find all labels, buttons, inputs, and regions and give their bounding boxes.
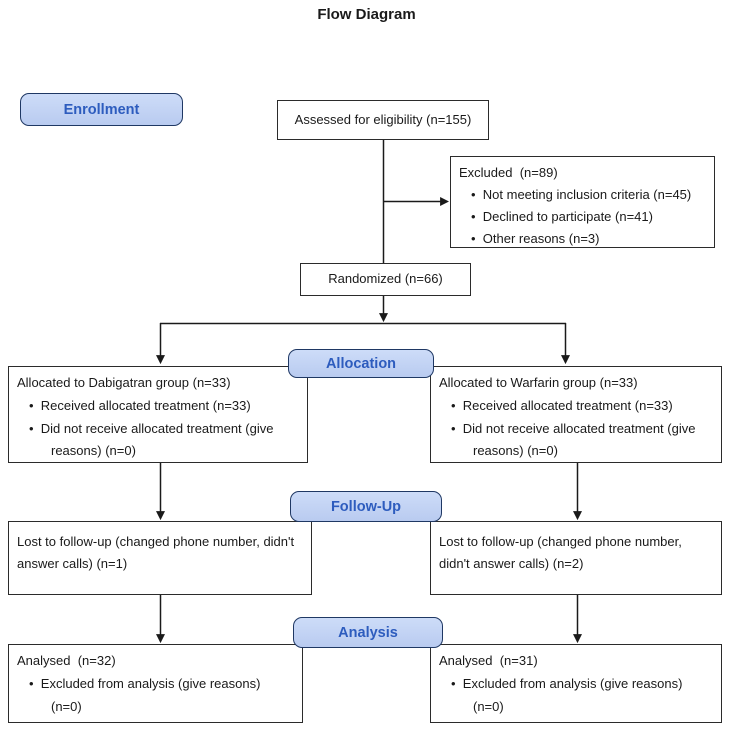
assessed-text: Assessed for eligibility (n=155) xyxy=(294,111,472,127)
bullet-item: • Received allocated treatment (n=33) xyxy=(17,395,299,418)
followup-right-text: Lost to follow-up (changed phone number, didn't answer calls) (n=2) xyxy=(439,534,682,572)
allocation-warfarin-title: Allocated to Warfarin group (n=33) xyxy=(439,375,638,390)
assessed-box xyxy=(277,100,489,140)
followup-left-text: Lost to follow-up (changed phone number, didn't answer calls) (n=1) xyxy=(17,534,295,572)
allocation-warfarin-box xyxy=(430,366,722,463)
followup-left-box xyxy=(8,521,312,595)
analysis-right-bullet-list xyxy=(439,673,713,719)
enrollment-stage-label: Enrollment xyxy=(63,101,140,118)
randomized-box xyxy=(300,263,471,296)
followup-stage-badge xyxy=(290,491,442,522)
analysis-left-bullet-list xyxy=(17,673,294,719)
excluded-box xyxy=(450,156,715,248)
allocation-dabigatran-box xyxy=(8,366,308,463)
excluded-title: Excluded (n=89) xyxy=(459,165,558,180)
analysis-right-title: Analysed (n=31) xyxy=(439,653,538,668)
analysis-stage-badge xyxy=(293,617,443,648)
analysis-left-box xyxy=(8,644,303,723)
enrollment-stage-badge xyxy=(20,93,183,126)
bullet-item: • Received allocated treatment (n=33) xyxy=(439,395,713,418)
page-title: Flow Diagram xyxy=(317,6,416,23)
bullet-item: • Did not receive allocated treatment (give reasons) (n=0) xyxy=(439,418,713,464)
allocation-stage-label: Allocation xyxy=(325,355,397,372)
followup-right-box xyxy=(430,521,722,595)
excluded-bullet-list xyxy=(459,184,706,250)
bullet-item: • Other reasons (n=3) xyxy=(459,228,706,250)
analysis-left-title: Analysed (n=32) xyxy=(17,653,116,668)
allocation-stage-badge xyxy=(288,349,434,378)
bullet-item: • Not meeting inclusion criteria (n=45) xyxy=(459,184,706,206)
followup-stage-label: Follow-Up xyxy=(330,498,402,515)
bullet-item: • Did not receive allocated treatment (give reasons) (n=0) xyxy=(17,418,299,464)
bullet-item: • Excluded from analysis (give reasons) (n=0) xyxy=(17,673,294,719)
analysis-stage-label: Analysis xyxy=(338,624,398,641)
allocation-dabigatran-bullet-list xyxy=(17,395,299,463)
allocation-warfarin-bullet-list xyxy=(439,395,713,463)
bullet-item: • Excluded from analysis (give reasons) (n=0) xyxy=(439,673,713,719)
bullet-item: • Declined to participate (n=41) xyxy=(459,206,706,228)
randomized-text: Randomized (n=66) xyxy=(328,271,443,287)
allocation-dabigatran-title: Allocated to Dabigatran group (n=33) xyxy=(17,375,231,390)
analysis-right-box xyxy=(430,644,722,723)
